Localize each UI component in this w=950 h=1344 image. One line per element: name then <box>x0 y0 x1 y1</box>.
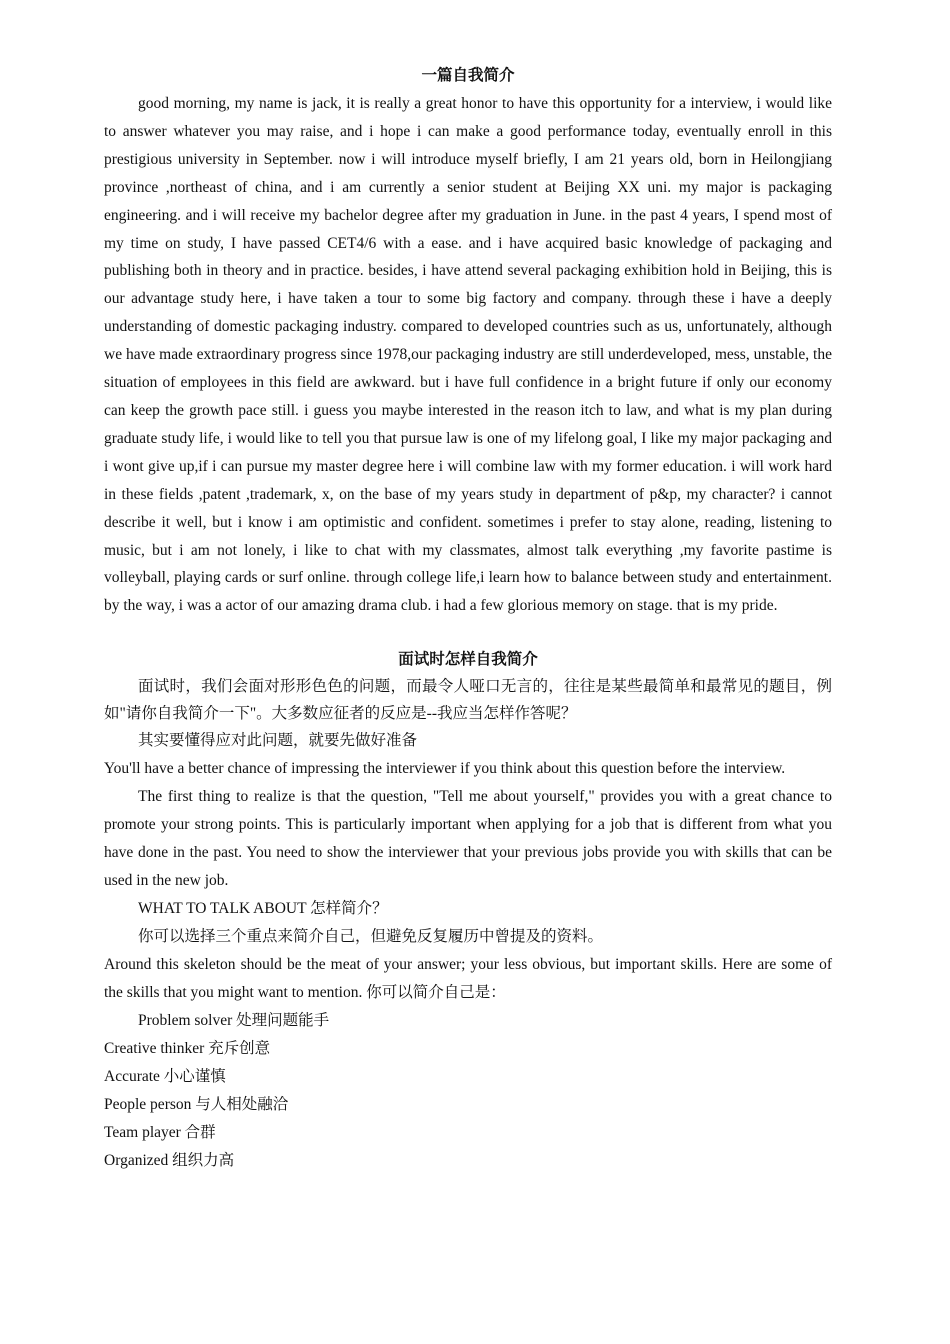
skill-item: Team player 合群 <box>104 1123 216 1141</box>
section2-chance-paragraph: You'll have a better chance of impressing the interviewer if you think about this question before the interview. <box>104 760 786 778</box>
section2-title: 面试时怎样自我简介 <box>398 651 538 669</box>
section2-skeleton-paragraph: Around this skeleton should be the meat of your answer; your less obvious, but important skills. Here are some of the skills that you might want to mention. 你可以简介自己是： <box>104 955 832 1001</box>
section2-three-points-line: 你可以选择三个重点来简介自己，但避免反复履历中曾提及的资料。 <box>138 927 604 945</box>
skill-item: Organized 组织力高 <box>104 1151 235 1169</box>
skill-item: Accurate 小心谨慎 <box>104 1067 226 1085</box>
skill-item: Problem solver 处理问题能手 <box>138 1011 330 1029</box>
section2-prepare-line: 其实要懂得应对此问题，就要先做好准备 <box>138 732 418 750</box>
section2-first-thing-paragraph: The first thing to realize is that the question, "Tell me about yourself," provides you with a great chance to promote your strong points. This is particularly important when applying for a job that is different from what you have done in the past. You need to show the interviewer that your previous jobs provide you with skills that can be used in the new job. <box>104 788 832 889</box>
document-page <box>104 64 832 1175</box>
section2-intro-paragraph: 面试时，我们会面对形形色色的问题，而最令人哑口无言的，往往是某些最简单和最常见的题目，例如"请你自我简介一下"。大多数应征者的反应是--我应当怎样作答呢？ <box>104 678 832 722</box>
section2-what-to-talk-heading: WHAT TO TALK ABOUT 怎样简介？ <box>138 899 388 917</box>
skill-item: Creative thinker 充斥创意 <box>104 1039 271 1057</box>
section1-body: good morning, my name is jack, it is really a great honor to have this opportunity for a interview, i would like to answer whatever you may raise, and i hope i can make a good performance today, eventually enroll in this prestigious university in September. now i will introduce myself briefly, I am 21 years old, born in Heilongjiang province ,northeast of china, and i am currently a senior student at Beijing XX uni. my major is packaging engineering. and i will receive my bachelor degree after my graduation in June. in the past 4 years, I spend most of my time on study, I have passed CET4/6 with a ease. and i have acquired basic knowledge of packaging and publishing both in theory and in practice. besides, i have attend several packaging exhibition hold in Beijing, this is our advantage study here, i have taken a tour to some big factory and company. through these i have a deeply understanding of domestic packaging industry. compared to developed countries such as us, unfortunately, although we have made extraordinary progress since 1978,our packaging industry are still underdeveloped, mess, unstable, the situation of employees in this field are awkward. but i have full confidence in a bright future if only our economy can keep the growth pace still. i guess you maybe interested in the reason itch to law, and what is my plan during graduate study life, i would like to tell you that pursue law is one of my lifelong goal, I like my major packaging and i wont give up,if i can pursue my master degree here i will combine law with my former education. i will work hard in these fields ,patent ,trademark, x, on the base of my years study in department of p&p, my character? i cannot describe it well, but i know i am optimistic and confident. sometimes i prefer to stay alone, reading, listening to music, but i am not lonely, i like to chat with my classmates, almost talk everything ,my favorite pastime is volleyball, playing cards or surf online. through college life,i learn how to balance between study and entertainment. by the way, i was a actor of our amazing drama club. i had a few glorious memory on stage. that is my pride. <box>104 95 832 615</box>
section-divider-space <box>104 620 832 646</box>
section1-title: 一篇自我简介 <box>421 67 515 84</box>
skill-item: People person 与人相处融洽 <box>104 1095 289 1113</box>
